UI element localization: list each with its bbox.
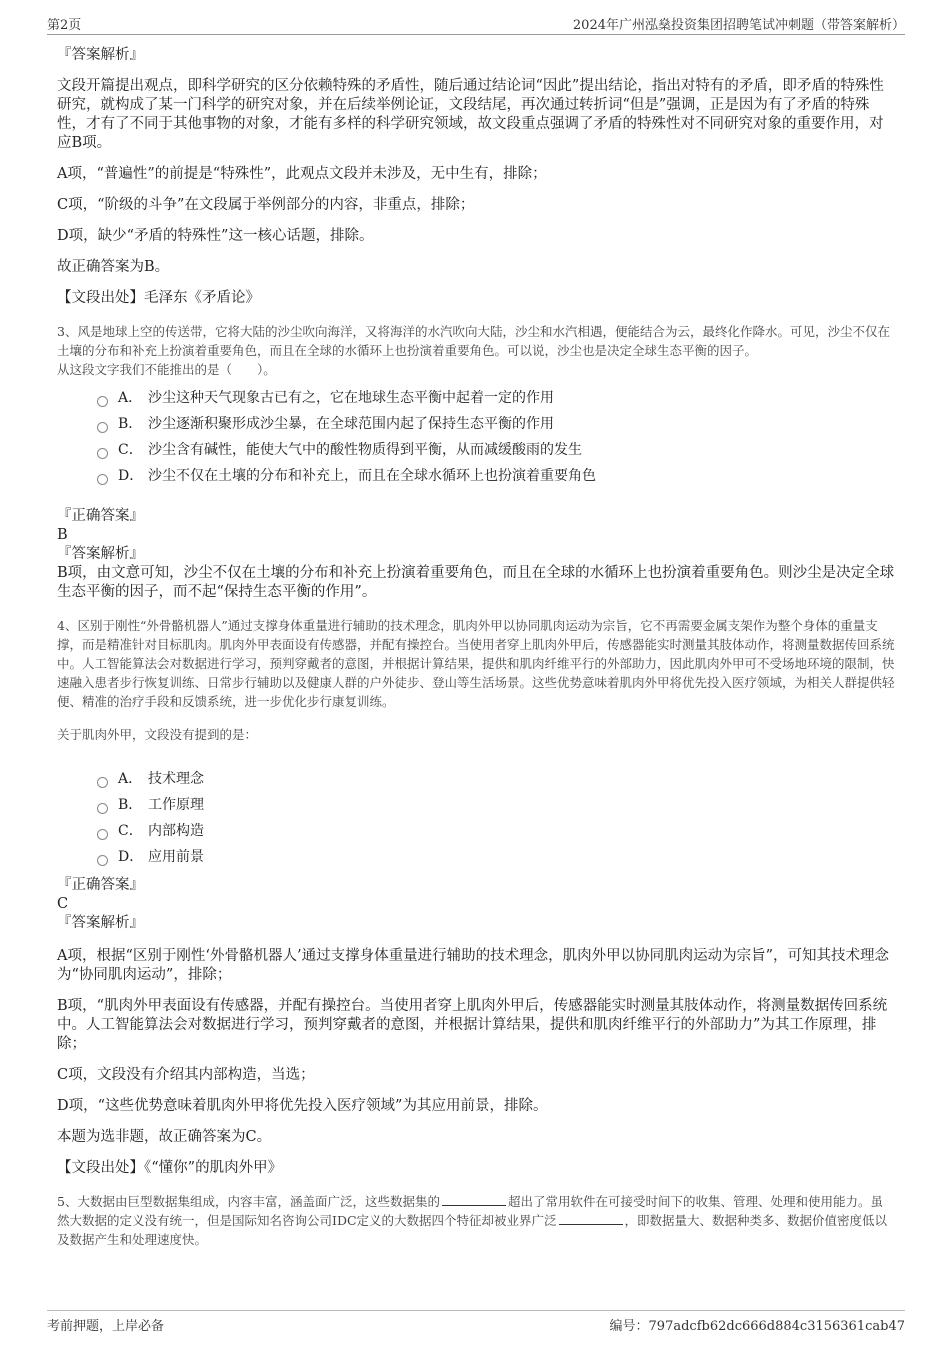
- option-c[interactable]: C． 沙尘含有碱性，能使大气中的酸性物质得到平衡，从而减缓酸雨的发生: [97, 437, 895, 463]
- analysis-option-a: A项，根据“区别于刚性‘外骨骼机器人’通过支撑身体重量进行辅助的技术理念，肌肉外甲以协同肌肉运动为宗旨”，可知其技术理念为“协同肌肉运动”，排除；: [57, 948, 890, 983]
- document-title: 2024年广州泓燊投资集团招聘笔试冲刺题（带答案解析）: [572, 18, 905, 33]
- option-d[interactable]: D． 沙尘不仅在土壤的分布和补充上，而且在全球水循环上也扮演着重要角色: [97, 463, 895, 489]
- question-stem: 5、大数据由巨型数据集组成，内容丰富，涵盖面广泛，这些数据集的 超出了常用软件在可接受时间下的收集、管理、处理和使用能力。虽然大数据的定义没有统一，但是国际知名咨询公司IDC定义的大数据四个特征却被业界广泛 ，即数据量大、数据种类多、数据价值密度低以及数据产生和处理速度快。: [57, 1194, 888, 1247]
- option-list: [97, 385, 895, 489]
- answer-conclusion: 故正确答案为B。: [57, 259, 170, 275]
- footer-slogan: 考前押题，上岸必备: [47, 1319, 165, 1334]
- question-stem: 3、风是地球上空的传送带，它将大陆的沙尘吹向海洋，又将海洋的水汽吹向大陆，沙尘和水汽相遇，便能结合为云，最终化作降水。可见，沙尘不仅在土壤的分布和补充上扮演着重要角色，而且在全球的水循环上也扮演着重要角色。可以说，沙尘也是决定全球生态平衡的因子。: [57, 324, 890, 358]
- option-b[interactable]: B． 沙尘逐渐积聚形成沙尘暴，在全球范围内起了保持生态平衡的作用: [97, 411, 895, 437]
- option-d[interactable]: D． 应用前景: [97, 844, 895, 870]
- analysis-option-b: B项，“肌肉外甲表面设有传感器，并配有操控台。当使用者穿上肌肉外甲后，传感器能实时测量其肢体动作，将测量数据传回系统中。人工智能算法会对数据进行学习，预判穿戴者的意图，并根据计算结果，提供和肌肉纤维平行的外部助力”为其工作原理，排除；: [57, 998, 888, 1052]
- analysis-text: 文段开篇提出观点，即科学研究的区分依赖特殊的矛盾性，随后通过结论词“因此”提出结论，指出对特有的矛盾，即矛盾的特殊性研究，就构成了某一门科学的研究对象，并在后续举例论证，文段结尾，再次通过转折词“但是”强调，正是因为有了矛盾的特殊性，才有了不同于其他事物的对象，才能有多样的科学研究领域，故文段重点强调了矛盾的特殊性对不同研究对象的重要作用，对应B项。: [57, 78, 884, 151]
- analysis-option-c: C项，文段没有介绍其内部构造，当选；: [57, 1067, 315, 1083]
- document-serial: 编号：797adcfb62dc666d884c3156361cab47: [609, 1319, 905, 1334]
- answer-value: C: [57, 896, 69, 912]
- fill-blank[interactable]: [442, 1193, 506, 1206]
- option-a[interactable]: A． 技术理念: [97, 766, 895, 792]
- page-header: [47, 12, 905, 35]
- fill-blank[interactable]: [559, 1212, 623, 1225]
- radio-icon[interactable]: [97, 777, 108, 788]
- analysis-option-d: D项，“这些优势意味着肌肉外甲将优先投入医疗领域”为其应用前景，排除。: [57, 1098, 548, 1114]
- answer-value: B: [57, 527, 68, 543]
- option-b[interactable]: B． 工作原理: [97, 792, 895, 818]
- answer-conclusion: 本题为选非题，故正确答案为C。: [57, 1129, 272, 1145]
- radio-icon[interactable]: [97, 448, 108, 459]
- answer-label: 『正确答案』: [57, 508, 144, 524]
- passage-source: 【文段出处】毛泽东《矛盾论》: [57, 290, 260, 306]
- analysis-option-a: A项，“普遍性”的前提是“特殊性”，此观点文段并未涉及，无中生有，排除；: [57, 166, 547, 182]
- radio-icon[interactable]: [97, 829, 108, 840]
- answer-label: 『正确答案』: [57, 877, 144, 893]
- analysis-option-c: C项，“阶级的斗争”在文段属于举例部分的内容，非重点，排除；: [57, 197, 475, 213]
- passage-source: 【文段出处】《“懂你”的肌肉外甲》: [57, 1160, 283, 1176]
- radio-icon[interactable]: [97, 855, 108, 866]
- option-list: [97, 766, 895, 870]
- page-number: 第2页: [47, 18, 82, 33]
- question-ask: 从这段文字我们不能推出的是（ ）。: [57, 362, 276, 377]
- analysis-option-d: D项，缺少“矛盾的特殊性”这一核心话题，排除。: [57, 228, 374, 244]
- analysis-label: 『答案解析』: [57, 546, 144, 562]
- analysis-label: 『答案解析』: [57, 915, 144, 931]
- question-stem: 4、区别于刚性“外骨骼机器人”通过支撑身体重量进行辅助的技术理念，肌肉外甲以协同肌肉运动为宗旨，它不再需要金属支架作为整个身体的重量支撑，而是精准针对目标肌肉。肌肉外甲表面设有传感器，并配有操控台。当使用者穿上肌肉外甲后，传感器能实时测量其肢体动作，将测量数据传回系统中。人工智能算法会对数据进行学习，预判穿戴者的意图，并根据计算结果，提供和肌肉纤维平行的外部助力，因此肌肉外甲可不受场地环境的限制，快速融入患者步行恢复训练、日常步行辅助以及健康人群的户外徒步、登山等生活场景。这些优势意味着肌肉外甲将优先投入医疗领域，为相关人群提供轻便、精准的治疗手段和反馈系统，进一步优化步行康复训练。: [57, 618, 895, 709]
- analysis-label: 『答案解析』: [57, 47, 144, 63]
- page-footer: [47, 1310, 905, 1337]
- question-ask: 关于肌肉外甲，文段没有提到的是：: [57, 727, 258, 742]
- option-c[interactable]: C． 内部构造: [97, 818, 895, 844]
- analysis-text: B项，由文意可知，沙尘不仅在土壤的分布和补充上扮演着重要角色，而且在全球的水循环上也扮演着重要角色。则沙尘是决定全球生态平衡的因子，而不起“保持生态平衡的作用”。: [57, 565, 895, 600]
- radio-icon[interactable]: [97, 474, 108, 485]
- option-a[interactable]: A． 沙尘这种天气现象古已有之，它在地球生态平衡中起着一定的作用: [97, 385, 895, 411]
- page-content: [57, 40, 895, 1249]
- radio-icon[interactable]: [97, 803, 108, 814]
- radio-icon[interactable]: [97, 422, 108, 433]
- radio-icon[interactable]: [97, 396, 108, 407]
